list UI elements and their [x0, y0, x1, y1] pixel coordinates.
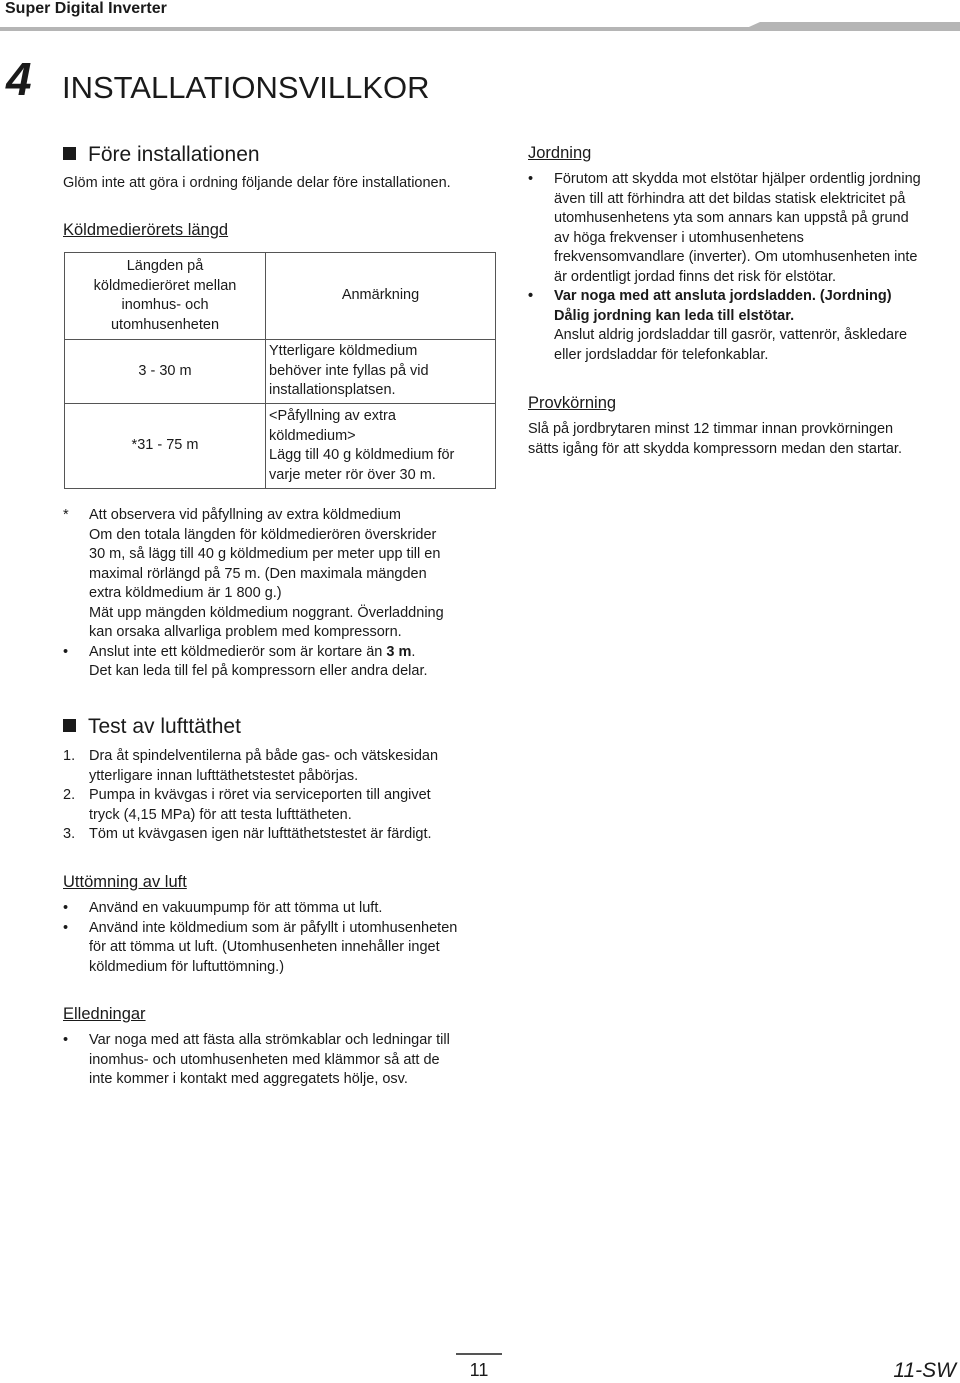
footnote-line: Om den totala längden för köldmedierören överskrider	[89, 526, 437, 543]
bullet-text: Anslut inte ett köldmedierör som är kortare än	[89, 643, 387, 660]
evacuation-list	[63, 899, 503, 977]
header-line: utomhusenheten	[110, 316, 220, 333]
footnote-bullets	[63, 643, 503, 682]
header-rule	[0, 22, 960, 36]
step-line: Pumpa in kvävgas i röret via serviceporten till angivet	[89, 787, 431, 803]
text-line: sätts igång för att skydda kompressorn medan den startar.	[528, 440, 902, 457]
footnote-line: extra köldmedium är 1 800 g.)	[89, 585, 282, 601]
table-row	[65, 404, 496, 489]
page-number-rule	[456, 1353, 502, 1355]
airtight-steps	[63, 747, 503, 845]
section-before-installation	[63, 143, 260, 167]
note-line: varje meter rör över 30 m.	[269, 466, 436, 483]
page-number: 11	[469, 1360, 489, 1380]
note-line: köldmedium>	[269, 427, 356, 444]
item-line: utomhusenhetens yta som annars kan uppstå på grund	[554, 210, 909, 226]
list-item	[528, 287, 956, 326]
chapter-title: INSTALLATIONSVILLKOR	[62, 70, 430, 105]
wiring-heading: Elledningar	[63, 1005, 146, 1023]
item-line: Dålig jordning kan leda till elstötar.	[554, 307, 795, 324]
brand-title: Super Digital Inverter	[5, 0, 167, 17]
row-note	[266, 404, 496, 489]
row-length: 3 - 30 m	[65, 340, 266, 404]
item-line: • Använd inte köldmedium som är påfyllt i utomhusenheten	[89, 919, 458, 936]
square-bullet-icon	[63, 719, 76, 732]
item-line: även till att förhindra att det bildas statisk elektricitet på	[554, 190, 906, 207]
footnote-line: Mät upp mängden köldmedium noggrant. Överladdning	[89, 604, 444, 621]
row-note	[266, 340, 496, 404]
list-item	[63, 825, 503, 845]
header-line: inomhus- och	[121, 297, 209, 313]
item-line: • Förutom att skydda mot elstötar hjälper ordentlig jordning	[554, 171, 921, 187]
test-run-text	[528, 420, 956, 459]
step-line: Dra åt spindelventilerna på både gas- och vätskesidan	[89, 748, 439, 764]
item-line: • Använd en vakuumpump för att tömma ut luft.	[89, 900, 383, 916]
evacuation-heading: Uttömning av luft	[63, 873, 187, 891]
section-title: Före installationen	[88, 143, 260, 166]
bullet-line: Det kan leda till fel på kompressorn eller andra delar.	[89, 663, 428, 679]
wiring-list	[63, 1031, 503, 1090]
list-item	[528, 170, 956, 287]
chapter-number: 4	[6, 53, 32, 105]
list-item	[63, 919, 503, 978]
list-item	[63, 786, 503, 825]
section-airtight-test	[63, 715, 241, 739]
step-line: ytterligare innan lufttäthetstestet påbörjas.	[89, 767, 359, 784]
item-line: är ordentligt jordad finns det risk för elstötar.	[554, 268, 837, 285]
header-line: Längden på	[126, 258, 204, 274]
note-line: Ytterligare köldmedium	[269, 343, 418, 360]
step-number: 3.	[63, 826, 76, 842]
footnote-line: kan orsaka allvarliga problem med kompressorn.	[89, 624, 402, 640]
item-line: • Var noga med att ansluta jordsladden. (Jordning)	[554, 288, 892, 304]
square-bullet-icon	[63, 147, 76, 160]
footnote-line: 30 m, så lägg till 40 g köldmedium per meter upp till en	[89, 546, 441, 562]
grounding-heading: Jordning	[528, 144, 592, 162]
list-item	[63, 1031, 503, 1090]
list-item	[63, 747, 503, 786]
item-line: frekvensomvandlare (inverter). Om utomhusenheten inte	[554, 249, 918, 265]
section-title: Test av lufttäthet	[88, 715, 241, 738]
item-line: av höga frekvenser i utomhusenhetens	[554, 229, 804, 246]
footnote-line: maximal rörlängd på 75 m. (Den maximala mängden	[89, 565, 427, 582]
item-line: eller jordsladdar för telefonkablar.	[554, 346, 769, 363]
list-item	[63, 643, 503, 682]
item-line: inte kommer i kontakt med aggregatets hölje, osv.	[89, 1071, 408, 1087]
footnote-text	[63, 506, 503, 643]
note-line: <Påfyllning av extra	[269, 408, 396, 424]
list-item	[63, 899, 503, 919]
table-header-row	[65, 253, 496, 340]
bullet-text: .	[411, 643, 416, 660]
step-number: 2.	[63, 787, 76, 803]
footnote-line: Att observera vid påfyllning av extra köldmedium	[89, 507, 401, 523]
table-header-length	[65, 253, 266, 340]
step-line: tryck (4,15 MPa) för att testa lufttätheten.	[89, 806, 352, 823]
step-number: 1.	[63, 748, 76, 764]
grounding-extra	[554, 326, 956, 365]
note-line: installationsplatsen.	[269, 382, 396, 399]
note-line: behöver inte fyllas på vid	[269, 362, 429, 379]
grounding-list	[528, 170, 956, 326]
table-header-note: Anmärkning	[266, 253, 496, 340]
item-line: köldmedium för luftuttömning.)	[89, 958, 285, 975]
item-line: inomhus- och utomhusenheten med klämmor så att de	[89, 1051, 440, 1068]
item-line: • Var noga med att fästa alla strömkablar och ledningar till	[89, 1032, 450, 1048]
pipe-length-table	[64, 252, 496, 489]
item-line: för att tömma ut luft. (Utomhusenheten innehåller inget	[89, 939, 440, 955]
test-run-heading: Provkörning	[528, 394, 617, 412]
item-line: Anslut aldrig jordsladdar till gasrör, vattenrör, åskledare	[554, 327, 908, 343]
table-row	[65, 340, 496, 404]
step-line: Töm ut kvävgasen igen när lufttäthetstestet är färdigt.	[89, 826, 432, 842]
row-length: *31 - 75 m	[65, 404, 266, 489]
footnote-block	[63, 506, 503, 682]
bullet-bold: 3 m	[386, 643, 412, 660]
note-line: Lägg till 40 g köldmedium för	[269, 447, 455, 463]
before-intro: Glöm inte att göra i ordning följande delar före installationen.	[63, 175, 451, 191]
page-code: 11-SW	[893, 1359, 956, 1382]
header-line: köldmedieröret mellan	[93, 277, 237, 294]
pipe-length-heading: Köldmedierörets längd	[63, 221, 229, 239]
text-line: Slå på jordbrytaren minst 12 timmar innan provkörningen	[528, 421, 894, 437]
footnote-marker: *	[63, 507, 69, 523]
bullet-line	[89, 643, 503, 663]
